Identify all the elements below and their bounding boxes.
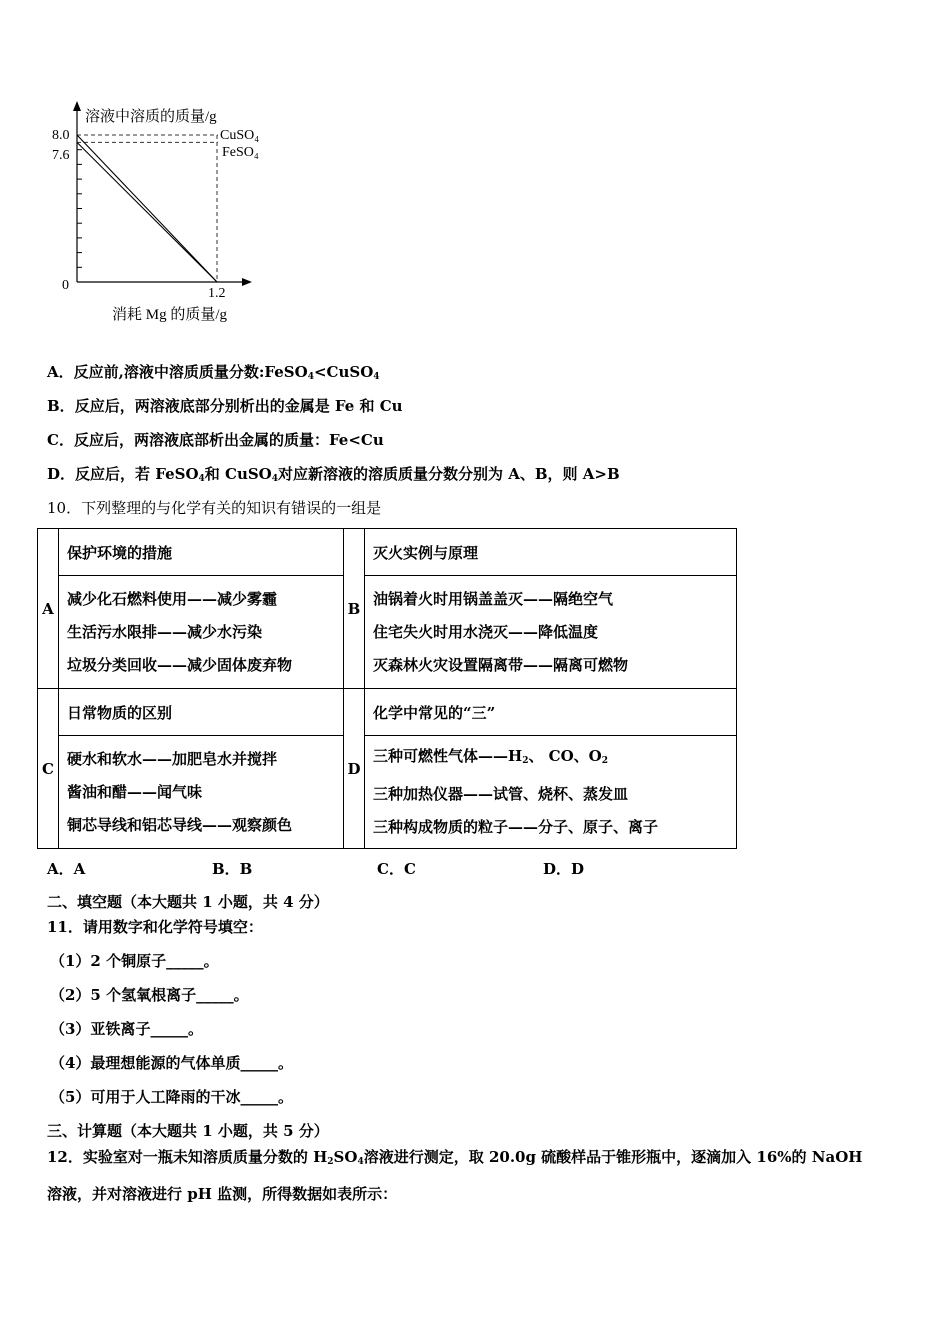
table-line: 三种构成物质的粒子——分子、原子、离子	[373, 818, 659, 836]
table-line: 生活污水限排——减少水污染	[67, 622, 263, 641]
option-text: 反应后，两溶液底部析出金属的质量：Fe<Cu	[73, 431, 384, 449]
option-letter: A．	[47, 363, 74, 381]
subscript: 4	[357, 1157, 364, 1167]
row-label-c: C	[38, 689, 59, 849]
knowledge-table	[37, 528, 737, 849]
q9-option-d	[47, 463, 620, 484]
subscript: 4	[373, 372, 380, 382]
x-axis-label: 消耗 Mg 的质量/g	[112, 307, 228, 323]
section-2-heading: 二、填空题（本大题共 1 小题，共 4 分）	[47, 893, 329, 911]
option-text-mid: <CuSO	[313, 363, 374, 381]
q9-option-c	[47, 429, 384, 450]
feso4-series-line	[77, 142, 217, 282]
row-label-a: A	[38, 529, 59, 689]
table-line: 油锅着火时用锅盖盖灭——隔绝空气	[373, 589, 614, 608]
x-tick-label-1: 1.2	[208, 286, 226, 301]
subscript: 4	[271, 474, 279, 484]
subscript: 4	[307, 372, 314, 382]
option-text: 反应后，两溶液底部分别析出的金属是 Fe 和 Cu	[74, 397, 403, 415]
table-line: 灭森林火灾设置隔离带——隔离可燃物	[373, 655, 629, 674]
subscript: 2	[601, 756, 609, 766]
q12-line-2: 溶液，并对溶液进行 pH 监测，所得数据如表所示：	[47, 1185, 398, 1203]
q11-item-5: （5）可用于人工降雨的干冰_____。	[50, 1088, 293, 1106]
subscript: 2	[327, 1157, 334, 1167]
cell-a-content	[59, 576, 344, 689]
y-axis-arrow	[73, 101, 81, 111]
cell-d-content	[365, 736, 737, 849]
table-line: 住宅失火时用水浇灭——降低温度	[373, 622, 599, 641]
table-line: 酱油和醋——闻气味	[67, 782, 203, 801]
row-label-d: D	[344, 689, 365, 849]
x-tick-label-origin: 0	[62, 278, 69, 293]
q11-item-1: （1）2 个铜原子_____。	[50, 952, 219, 970]
subscript: 2	[522, 756, 529, 766]
cell-c-title: 日常物质的区别	[59, 689, 344, 736]
option-letter: B．	[47, 397, 75, 415]
option-text: 反应后，若 FeSO	[75, 465, 199, 483]
q12-text: 溶液进行测定，取 20.0g 硫酸样品于锥形瓶中，逐滴加入 16%的 NaOH	[363, 1148, 863, 1166]
line-text: 、 CO、O	[528, 747, 602, 765]
table-line: 铜芯导线和铝芯导线——观察颜色	[67, 815, 293, 834]
q12-line-1	[47, 1146, 862, 1167]
q12-text: SO	[333, 1148, 358, 1166]
table-line	[373, 740, 728, 778]
legend-cuso4: CuSO₄	[220, 128, 260, 143]
answer-b[interactable]: B．B	[212, 860, 253, 878]
table-line: 三种加热仪器——试管、烧杯、蒸发皿	[373, 785, 629, 803]
table-line: 减少化石燃料使用——减少雾霾	[67, 589, 278, 608]
x-axis-arrow	[242, 278, 252, 286]
y-tick-label-0: 8.0	[52, 128, 70, 143]
answer-a[interactable]: A．A	[47, 860, 86, 878]
option-text-mid: 和 CuSO	[204, 465, 272, 483]
q9-option-b	[47, 395, 403, 416]
line-text: 三种可燃性气体——H	[373, 747, 523, 765]
row-label-b: B	[344, 529, 365, 689]
answer-c[interactable]: C．C	[377, 860, 416, 878]
cell-b-title: 灭火实例与原理	[365, 529, 737, 576]
table-line: 硬水和软水——加肥皂水并搅拌	[67, 749, 278, 768]
legend-feso4: FeSO₄	[222, 145, 259, 160]
option-letter: D．	[47, 465, 76, 483]
cell-a-title: 保护环境的措施	[59, 529, 344, 576]
cell-d-title: 化学中常见的“三”	[365, 689, 737, 736]
q10-stem: 10．下列整理的与化学有关的知识有错误的一组是	[47, 499, 382, 517]
subscript: 4	[198, 474, 205, 484]
y-axis-label: 溶液中溶质的质量/g	[85, 109, 217, 125]
section-3-heading: 三、计算题（本大题共 1 小题，共 5 分）	[47, 1122, 329, 1140]
q11-item-4: （4）最理想能源的气体单质_____。	[50, 1054, 293, 1072]
q11-item-2: （2）5 个氢氧根离子_____。	[50, 986, 249, 1004]
q9-option-a	[47, 361, 380, 382]
option-text-tail: 对应新溶液的溶质质量分数分别为 A、B，则 A>B	[278, 465, 620, 483]
option-text: 反应前,溶液中溶质质量分数:FeSO	[73, 363, 308, 381]
q11-stem: 11．请用数字和化学符号填空：	[47, 918, 263, 936]
q11-item-3: （3）亚铁离子_____。	[50, 1020, 203, 1038]
q12-text: 12．实验室对一瓶未知溶质质量分数的 H	[47, 1148, 328, 1166]
table-line: 垃圾分类回收——减少固体废弃物	[67, 655, 293, 674]
mass-chart	[40, 95, 290, 335]
option-letter: C．	[47, 431, 74, 449]
cell-b-content	[365, 576, 737, 689]
cell-c-content	[59, 736, 344, 849]
answer-d[interactable]: D．D	[543, 860, 585, 878]
y-tick-label-1: 7.6	[52, 148, 70, 163]
cuso4-series-line	[77, 135, 217, 282]
